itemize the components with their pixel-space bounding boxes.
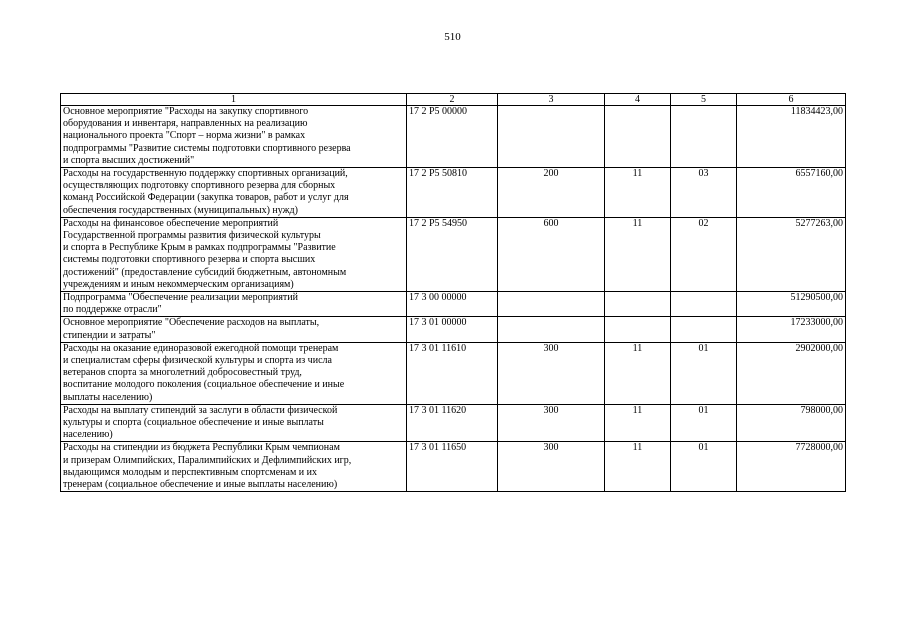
description-line: учреждениям и иным некоммерческим организациям) [63, 278, 294, 290]
row-description [61, 292, 407, 317]
table-row [61, 317, 846, 342]
description-line: культуры и спорта (социальное обеспечение и иные выплаты [63, 417, 324, 429]
row-description [61, 217, 407, 291]
amount: 51290500,00 [737, 292, 846, 317]
column-header: 4 [605, 94, 671, 106]
description-line: системы подготовки спортивного резерва и спорта высших [63, 254, 316, 266]
subsection: 03 [671, 168, 737, 218]
description-line: подпрограммы "Развитие системы подготовки спортивного резерва [63, 142, 351, 154]
description-line: ветеранов спорта за многолетний добросовестный труд, [63, 367, 302, 379]
row-description [61, 442, 407, 492]
description-line: и спорта в Республике Крым в рамках подпрограммы "Развитие [63, 242, 336, 254]
subsection: 02 [671, 217, 737, 291]
amount: 11834423,00 [737, 106, 846, 168]
row-description [61, 106, 407, 168]
table-row [61, 217, 846, 291]
description-line: Расходы на финансовое обеспечение мероприятий [63, 217, 279, 229]
description-line: Расходы на стипендии из бюджета Республики Крым чемпионам [63, 442, 340, 454]
amount: 7728000,00 [737, 442, 846, 492]
description-line: и призерам Олимпийских, Паралимпийских и Дефлимпийских игр, [63, 454, 352, 466]
description-line: населению) [63, 429, 113, 441]
section: 11 [605, 342, 671, 404]
subsection: 01 [671, 342, 737, 404]
section [605, 292, 671, 317]
description-line: выплаты населению) [63, 391, 153, 403]
header-row [61, 94, 846, 106]
description-line: и спорта высших достижений" [63, 154, 195, 166]
table-row [61, 342, 846, 404]
table-body [61, 106, 846, 492]
description-line: Основное мероприятие "Обеспечение расходов на выплаты, [63, 317, 320, 329]
description-line: обеспечения государственных (муниципальных) нужд) [63, 204, 298, 216]
column-header: 3 [498, 94, 605, 106]
classification-code: 17 3 01 11620 [407, 404, 498, 442]
amount: 6557160,00 [737, 168, 846, 218]
classification-code: 17 3 01 11610 [407, 342, 498, 404]
amount: 5277263,00 [737, 217, 846, 291]
row-description [61, 317, 407, 342]
subsection [671, 317, 737, 342]
classification-code: 17 3 00 00000 [407, 292, 498, 317]
column-header: 2 [407, 94, 498, 106]
description-line: выдающимся молодым и перспективным спортсменам и их [63, 466, 318, 478]
description-line: Расходы на выплату стипендий за заслуги в области физической [63, 404, 338, 416]
description-line: воспитание молодого поколения (социальное обеспечение и иные [63, 379, 345, 391]
description-line: и специалистам сферы физической культуры и спорта из числа [63, 355, 332, 367]
table-row [61, 442, 846, 492]
description-line: осуществляющих подготовку спортивного резерва для сборных [63, 180, 336, 192]
description-line: по поддержке отрасли" [63, 304, 162, 316]
row-description [61, 404, 407, 442]
expense-type: 300 [498, 342, 605, 404]
table-row [61, 106, 846, 168]
amount: 2902000,00 [737, 342, 846, 404]
description-line: команд Российской Федерации (закупка товаров, работ и услуг для [63, 192, 349, 204]
description-line: национального проекта "Спорт – норма жизни" в рамках [63, 130, 306, 142]
subsection [671, 106, 737, 168]
classification-code: 17 2 P5 00000 [407, 106, 498, 168]
expense-type: 300 [498, 404, 605, 442]
expense-type [498, 106, 605, 168]
description-line: стипендии и затраты" [63, 329, 156, 341]
classification-code: 17 3 01 00000 [407, 317, 498, 342]
section: 11 [605, 404, 671, 442]
section [605, 317, 671, 342]
description-line: Государственной программы развития физической культуры [63, 230, 321, 242]
description-line: Расходы на оказание единоразовой ежегодной помощи тренерам [63, 342, 339, 354]
column-header: 1 [61, 94, 407, 106]
expense-type [498, 292, 605, 317]
budget-table [60, 93, 846, 492]
section: 11 [605, 217, 671, 291]
expense-type: 600 [498, 217, 605, 291]
classification-code: 17 3 01 11650 [407, 442, 498, 492]
subsection: 01 [671, 442, 737, 492]
expense-type: 200 [498, 168, 605, 218]
amount: 17233000,00 [737, 317, 846, 342]
description-line: Подпрограмма "Обеспечение реализации мероприятий [63, 292, 298, 304]
description-line: тренерам (социальное обеспечение и иные выплаты населению) [63, 479, 338, 491]
row-description [61, 168, 407, 218]
section [605, 106, 671, 168]
column-header: 5 [671, 94, 737, 106]
table-row [61, 292, 846, 317]
amount: 798000,00 [737, 404, 846, 442]
description-line: достижений" (предоставление субсидий бюджетным, автономным [63, 266, 347, 278]
table-row [61, 404, 846, 442]
description-line: Основное мероприятие "Расходы на закупку спортивного [63, 106, 309, 117]
section: 11 [605, 442, 671, 492]
expense-type: 300 [498, 442, 605, 492]
description-line: оборудования и инвентаря, направленных на реализацию [63, 118, 308, 130]
row-description [61, 342, 407, 404]
classification-code: 17 2 P5 50810 [407, 168, 498, 218]
section: 11 [605, 168, 671, 218]
column-header: 6 [737, 94, 846, 106]
expense-type [498, 317, 605, 342]
subsection: 01 [671, 404, 737, 442]
table-row [61, 168, 846, 218]
classification-code: 17 2 P5 54950 [407, 217, 498, 291]
subsection [671, 292, 737, 317]
page-number: 510 [444, 31, 461, 43]
description-line: Расходы на государственную поддержку спортивных организаций, [63, 168, 348, 180]
